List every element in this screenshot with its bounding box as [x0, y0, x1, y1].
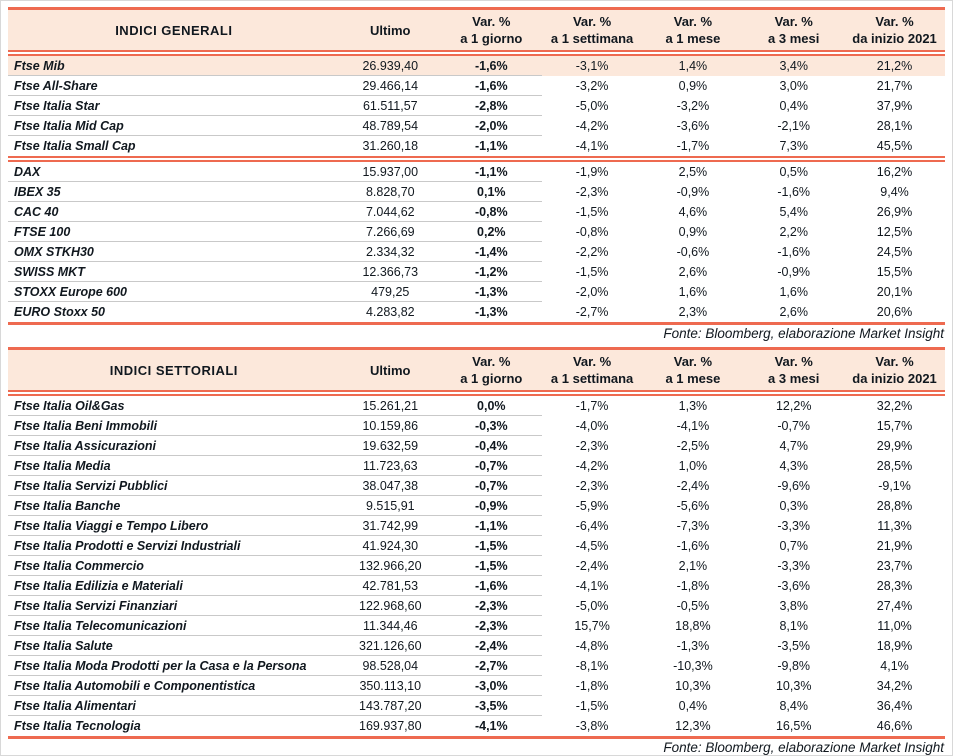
var-1-giorno-value: -3,0% [441, 676, 542, 696]
var-1-mese-value: 18,8% [675, 619, 711, 633]
var-inizio-2021-value: 20,6% [876, 305, 913, 319]
var-inizio-2021-value: 11,3% [877, 519, 912, 533]
var-inizio-2021-value: 11,0% [877, 619, 912, 633]
table-title: INDICI SETTORIALI [109, 362, 238, 378]
var-1-settimana-value: -4,1% [575, 139, 609, 153]
var-1-giorno-value: -2,7% [441, 656, 542, 676]
col-header-1-settimana [542, 10, 643, 50]
var-1-mese-value: 0,9% [678, 79, 708, 93]
var-inizio-2021-value: 34,2% [876, 679, 913, 693]
var-1-giorno-value: 0,2% [441, 222, 542, 242]
index-name: Ftse Italia Automobili e Componentistica [8, 676, 340, 696]
var-1-settimana-value: -2,3% [575, 185, 609, 199]
var-1-settimana-value: -4,2% [575, 459, 609, 473]
ultimo-value: 2.334,32 [340, 242, 441, 262]
var-1-mese-value: 0,9% [678, 225, 708, 239]
ultimo-value: 8.828,70 [340, 182, 441, 202]
var-sublabel: a 3 mesi [768, 371, 820, 386]
var-1-mese-value: 1,3% [678, 399, 708, 413]
var-1-mese-value: -10,3% [673, 659, 713, 673]
var-label: Var. % [673, 14, 713, 29]
index-name: Ftse Italia Prodotti e Servizi Industriali [8, 536, 340, 556]
ultimo-value: 122.968,60 [340, 596, 441, 616]
var-inizio-2021-value: 4,1% [880, 659, 909, 673]
table-row [8, 416, 945, 436]
ultimo-value: 479,25 [340, 282, 441, 302]
ultimo-value: 11.723,63 [340, 456, 441, 476]
var-sublabel: a 1 giorno [460, 31, 523, 46]
var-sublabel: a 1 settimana [550, 31, 634, 46]
ultimo-value: 7.044,62 [340, 202, 441, 222]
var-3-mesi-value: -1,6% [777, 185, 811, 199]
index-name: CAC 40 [8, 202, 340, 222]
var-3-mesi-value: 0,4% [779, 99, 808, 113]
var-1-mese-value: -1,6% [676, 539, 710, 553]
var-1-settimana-value: -3,1% [575, 59, 609, 73]
var-1-mese-value: 2,1% [678, 559, 708, 573]
source-note: Fonte: Bloomberg, elaborazione Market Insight [663, 740, 944, 755]
var-1-settimana-value: -6,4% [575, 519, 609, 533]
ultimo-value: 19.632,59 [340, 436, 441, 456]
table-row [8, 636, 945, 656]
index-name: Ftse Italia Banche [8, 496, 340, 516]
var-sublabel: a 3 mesi [768, 31, 820, 46]
index-name: Ftse All-Share [8, 76, 340, 96]
var-1-giorno-value: -0,3% [441, 416, 542, 436]
index-name: Ftse Italia Beni Immobili [8, 416, 340, 436]
table-body [8, 56, 945, 322]
var-1-giorno-value: -1,3% [441, 282, 542, 302]
ultimo-value: 7.266,69 [340, 222, 441, 242]
var-1-settimana-value: -1,5% [575, 265, 609, 279]
var-1-giorno-value: -2,4% [441, 636, 542, 656]
var-1-mese-value: -2,5% [676, 439, 710, 453]
ultimo-value: 12.366,73 [340, 262, 441, 282]
var-1-mese-value: 2,6% [678, 265, 708, 279]
var-3-mesi-value: -3,6% [777, 579, 811, 593]
var-1-mese-value: 1,0% [678, 459, 708, 473]
var-1-settimana-value: -3,8% [575, 719, 609, 733]
var-1-giorno-value: -0,7% [441, 456, 542, 476]
var-3-mesi-value: 8,1% [779, 619, 808, 633]
index-name: FTSE 100 [8, 222, 340, 242]
col-header-3-mesi [743, 10, 844, 50]
index-name: Ftse Italia Servizi Finanziari [8, 596, 340, 616]
ultimo-value: 10.159,86 [340, 416, 441, 436]
var-3-mesi-value: 2,6% [779, 305, 808, 319]
var-1-mese-value: -7,3% [676, 519, 710, 533]
var-1-mese-value: 1,4% [678, 59, 708, 73]
var-1-settimana-value: -2,4% [575, 559, 609, 573]
ultimo-value: 9.515,91 [340, 496, 441, 516]
var-1-mese-value: 10,3% [675, 679, 711, 693]
var-label: Var. % [875, 354, 914, 369]
var-sublabel: a 1 mese [665, 371, 721, 386]
table-row [8, 182, 945, 202]
table-header [8, 350, 945, 390]
var-3-mesi-value: 7,3% [779, 139, 808, 153]
index-name: Ftse Italia Alimentari [8, 696, 340, 716]
var-label: Var. % [774, 14, 813, 29]
var-1-settimana-value: -4,0% [575, 419, 609, 433]
var-1-settimana-value: -1,9% [575, 165, 609, 179]
table-row [8, 556, 945, 576]
var-inizio-2021-value: 24,5% [876, 245, 913, 259]
var-1-giorno-value: -1,5% [441, 556, 542, 576]
var-1-giorno-value: -1,1% [441, 162, 542, 182]
var-sublabel: a 1 settimana [550, 371, 634, 386]
table-row [8, 202, 945, 222]
var-1-mese-value: 0,4% [678, 699, 708, 713]
var-inizio-2021-value: 27,4% [876, 599, 913, 613]
ultimo-value: 98.528,04 [340, 656, 441, 676]
var-1-giorno-value: -1,3% [474, 305, 508, 319]
var-3-mesi-value: -3,3% [777, 519, 811, 533]
table-row [8, 282, 945, 302]
index-name: Ftse Italia Assicurazioni [8, 436, 340, 456]
source-note: Fonte: Bloomberg, elaborazione Market Insight [663, 326, 944, 341]
var-3-mesi-value: 2,2% [779, 225, 808, 239]
var-1-mese-value: -1,3% [676, 639, 710, 653]
var-3-mesi-value: 3,4% [779, 59, 808, 73]
var-inizio-2021-value: 28,1% [876, 119, 913, 133]
var-1-mese-value: -1,7% [676, 139, 710, 153]
var-1-settimana-value: -2,3% [575, 479, 609, 493]
index-name: DAX [8, 162, 340, 182]
index-name: Ftse Italia Mid Cap [8, 116, 340, 136]
table-row [8, 242, 945, 262]
index-name: Ftse Italia Viaggi e Tempo Libero [8, 516, 340, 536]
var-inizio-2021-value: 21,9% [876, 539, 913, 553]
var-1-settimana-value: -8,1% [575, 659, 609, 673]
var-1-settimana-value: -0,8% [575, 225, 609, 239]
var-label: Var. % [472, 14, 511, 29]
index-name: Ftse Italia Commercio [8, 556, 340, 576]
col-header-1-giorno [441, 10, 542, 50]
table-row [8, 262, 945, 282]
var-1-giorno-value: -0,7% [441, 476, 542, 496]
var-1-mese-value: 2,3% [678, 305, 708, 319]
var-1-giorno-value: -2,3% [441, 596, 542, 616]
var-3-mesi-value: 4,7% [779, 439, 808, 453]
table-row [8, 96, 945, 116]
col-header-1-giorno [441, 350, 542, 390]
ultimo-value: 4.283,82 [365, 305, 415, 319]
ultimo-value: 15.261,21 [340, 396, 441, 416]
var-label: Var. % [774, 354, 813, 369]
var-sublabel: da inizio 2021 [852, 371, 937, 386]
var-3-mesi-value: -3,5% [777, 639, 811, 653]
index-name: SWISS MKT [8, 262, 340, 282]
var-inizio-2021-value: 21,7% [876, 79, 913, 93]
var-1-giorno-value: -2,0% [441, 116, 542, 136]
var-inizio-2021-value: 18,9% [876, 639, 913, 653]
ultimo-value: 31.260,18 [362, 139, 419, 153]
var-inizio-2021-value: 28,3% [876, 579, 913, 593]
var-label: Var. % [875, 14, 914, 29]
table-row [8, 396, 945, 416]
var-1-giorno-value: -1,6% [441, 56, 542, 76]
var-3-mesi-value: -0,9% [777, 265, 811, 279]
table-row [8, 576, 945, 596]
var-inizio-2021-value: 12,5% [876, 225, 913, 239]
var-3-mesi-value: -9,8% [777, 659, 811, 673]
col-header-ultimo: Ultimo [370, 362, 411, 378]
index-name: Ftse Mib [8, 56, 340, 76]
ultimo-value: 61.511,57 [340, 96, 441, 116]
var-3-mesi-value: 5,4% [779, 205, 808, 219]
table-row [8, 56, 945, 76]
table-row [8, 696, 945, 716]
var-1-mese-value: 4,6% [678, 205, 708, 219]
var-1-giorno-value: -0,9% [441, 496, 542, 516]
index-name: Ftse Italia Moda Prodotti per la Casa e la Persona [8, 656, 340, 676]
var-3-mesi-value: -3,3% [777, 559, 811, 573]
var-1-settimana-value: -5,0% [575, 99, 609, 113]
var-1-mese-value: -5,6% [676, 499, 710, 513]
var-3-mesi-value: 3,0% [779, 79, 808, 93]
col-header-1-mese [643, 10, 744, 50]
var-1-giorno-value: -1,5% [441, 536, 542, 556]
var-3-mesi-value: 1,6% [779, 285, 808, 299]
var-1-settimana-value: -4,8% [575, 639, 609, 653]
sector-indices-table [8, 347, 945, 739]
var-inizio-2021-value: 16,2% [876, 165, 913, 179]
index-name: Ftse Italia Telecomunicazioni [8, 616, 340, 636]
ultimo-value: 143.787,20 [340, 696, 441, 716]
table-row [8, 516, 945, 536]
table-row [8, 456, 945, 476]
index-name: Ftse Italia Media [8, 456, 340, 476]
table-row [8, 136, 945, 156]
var-label: Var. % [673, 354, 713, 369]
var-1-giorno-value: -1,6% [441, 576, 542, 596]
ultimo-value: 41.924,30 [340, 536, 441, 556]
ultimo-value: 48.789,54 [340, 116, 441, 136]
index-name: STOXX Europe 600 [8, 282, 340, 302]
index-name: Ftse Italia Tecnologia [14, 719, 141, 733]
table-row [8, 302, 945, 322]
index-name: Ftse Italia Star [8, 96, 340, 116]
var-3-mesi-value: 4,3% [779, 459, 808, 473]
var-3-mesi-value: 10,3% [775, 679, 812, 693]
var-1-mese-value: -3,2% [676, 99, 710, 113]
var-1-settimana-value: -1,8% [575, 679, 609, 693]
ultimo-value: 26.939,40 [340, 56, 441, 76]
var-inizio-2021-value: 23,7% [876, 559, 913, 573]
ultimo-value: 350.113,10 [340, 676, 441, 696]
var-inizio-2021-value: 28,8% [876, 499, 913, 513]
var-inizio-2021-value: 21,2% [876, 59, 913, 73]
var-inizio-2021-value: 36,4% [876, 699, 913, 713]
col-header-1-mese [643, 350, 744, 390]
table-row [8, 436, 945, 456]
var-inizio-2021-value: 15,5% [876, 265, 913, 279]
var-1-giorno-value: -3,5% [441, 696, 542, 716]
col-header-3-mesi [743, 350, 844, 390]
table-header [8, 10, 945, 50]
var-label: Var. % [472, 354, 511, 369]
col-header-inizio-2021 [844, 350, 945, 390]
var-inizio-2021-value: -9,1% [878, 479, 911, 493]
var-3-mesi-value: 16,5% [775, 719, 812, 733]
var-1-settimana-value: -2,3% [575, 439, 609, 453]
col-header-inizio-2021 [844, 10, 945, 50]
col-header-1-settimana [542, 350, 643, 390]
var-1-mese-value: -2,4% [676, 479, 710, 493]
var-1-mese-value: 2,5% [678, 165, 708, 179]
general-indices-table [8, 7, 945, 325]
var-1-settimana-value: -4,5% [575, 539, 609, 553]
table-row [8, 676, 945, 696]
table-row [8, 536, 945, 556]
var-3-mesi-value: 8,4% [779, 699, 808, 713]
table-row [8, 596, 945, 616]
var-1-giorno-value: -0,8% [441, 202, 542, 222]
var-1-mese-value: 12,3% [675, 719, 711, 733]
var-3-mesi-value: 0,5% [779, 165, 808, 179]
var-1-mese-value: -0,5% [676, 599, 710, 613]
ultimo-value: 15.937,00 [340, 162, 441, 182]
table-row [8, 716, 945, 736]
var-label: Var. % [572, 14, 612, 29]
var-1-settimana-value: -2,7% [575, 305, 609, 319]
table-row [8, 116, 945, 136]
var-1-giorno-value: -1,2% [441, 262, 542, 282]
var-1-mese-value: 1,6% [678, 285, 708, 299]
var-sublabel: a 1 mese [665, 31, 721, 46]
var-1-giorno-value: -0,4% [441, 436, 542, 456]
var-3-mesi-value: 0,3% [779, 499, 808, 513]
table-row [8, 162, 945, 182]
ultimo-value: 29.466,14 [340, 76, 441, 96]
var-1-settimana-value: -3,2% [575, 79, 609, 93]
var-1-giorno-value: 0,0% [441, 396, 542, 416]
var-1-mese-value: -0,9% [676, 185, 710, 199]
ultimo-value: 132.966,20 [340, 556, 441, 576]
var-3-mesi-value: -1,6% [777, 245, 811, 259]
var-1-settimana-value: -4,2% [575, 119, 609, 133]
var-1-mese-value: -4,1% [676, 419, 710, 433]
var-sublabel: da inizio 2021 [852, 31, 937, 46]
var-inizio-2021-value: 46,6% [876, 719, 913, 733]
var-1-giorno-value: 0,1% [441, 182, 542, 202]
var-inizio-2021-value: 32,2% [876, 399, 913, 413]
table-title: INDICI GENERALI [115, 22, 233, 38]
var-inizio-2021-value: 37,9% [876, 99, 913, 113]
var-1-giorno-value: -1,4% [441, 242, 542, 262]
index-name: Ftse Italia Small Cap [14, 139, 136, 153]
var-inizio-2021-value: 9,4% [880, 185, 909, 199]
table-row [8, 496, 945, 516]
var-1-settimana-value: -5,9% [575, 499, 609, 513]
var-1-mese-value: -1,8% [676, 579, 710, 593]
index-name: Ftse Italia Salute [8, 636, 340, 656]
var-inizio-2021-value: 28,5% [876, 459, 913, 473]
table-row [8, 222, 945, 242]
var-3-mesi-value: -0,7% [777, 419, 811, 433]
var-1-settimana-value: -1,5% [575, 205, 609, 219]
index-name: EURO Stoxx 50 [14, 305, 106, 319]
index-name: IBEX 35 [8, 182, 340, 202]
index-name: Ftse Italia Edilizia e Materiali [8, 576, 340, 596]
var-1-settimana-value: -2,2% [575, 245, 609, 259]
ultimo-value: 169.937,80 [359, 719, 422, 733]
var-inizio-2021-value: 29,9% [876, 439, 913, 453]
ultimo-value: 42.781,53 [340, 576, 441, 596]
var-1-giorno-value: -2,8% [441, 96, 542, 116]
var-3-mesi-value: 0,7% [779, 539, 808, 553]
var-inizio-2021-value: 20,1% [876, 285, 913, 299]
table-row [8, 76, 945, 96]
index-name: OMX STKH30 [8, 242, 340, 262]
var-1-giorno-value: -1,6% [441, 76, 542, 96]
ultimo-value: 31.742,99 [340, 516, 441, 536]
var-3-mesi-value: 3,8% [779, 599, 808, 613]
table-body [8, 396, 945, 736]
ultimo-value: 321.126,60 [340, 636, 441, 656]
var-3-mesi-value: -2,1% [777, 119, 811, 133]
table-row [8, 476, 945, 496]
var-1-settimana-value: -2,0% [575, 285, 609, 299]
var-1-settimana-value: -1,7% [575, 399, 609, 413]
var-3-mesi-value: 12,2% [775, 399, 812, 413]
var-sublabel: a 1 giorno [460, 371, 523, 386]
var-inizio-2021-value: 15,7% [876, 419, 913, 433]
var-inizio-2021-value: 26,9% [876, 205, 913, 219]
var-1-settimana-value: 15,7% [574, 619, 610, 633]
var-1-mese-value: -0,6% [676, 245, 710, 259]
table-row [8, 656, 945, 676]
var-1-giorno-value: -1,1% [441, 516, 542, 536]
var-label: Var. % [572, 354, 612, 369]
var-1-giorno-value: -1,1% [474, 139, 508, 153]
ultimo-value: 38.047,38 [340, 476, 441, 496]
var-1-settimana-value: -5,0% [575, 599, 609, 613]
var-inizio-2021-value: 45,5% [876, 139, 913, 153]
var-1-settimana-value: -4,1% [575, 579, 609, 593]
index-name: Ftse Italia Oil&Gas [8, 396, 340, 416]
var-1-giorno-value: -4,1% [474, 719, 508, 733]
index-name: Ftse Italia Servizi Pubblici [8, 476, 340, 496]
var-3-mesi-value: -9,6% [777, 479, 811, 493]
var-1-mese-value: -3,6% [676, 119, 710, 133]
table-row [8, 616, 945, 636]
var-1-settimana-value: -1,5% [575, 699, 609, 713]
ultimo-value: 11.344,46 [340, 616, 441, 636]
col-header-ultimo: Ultimo [370, 22, 411, 38]
var-1-giorno-value: -2,3% [441, 616, 542, 636]
